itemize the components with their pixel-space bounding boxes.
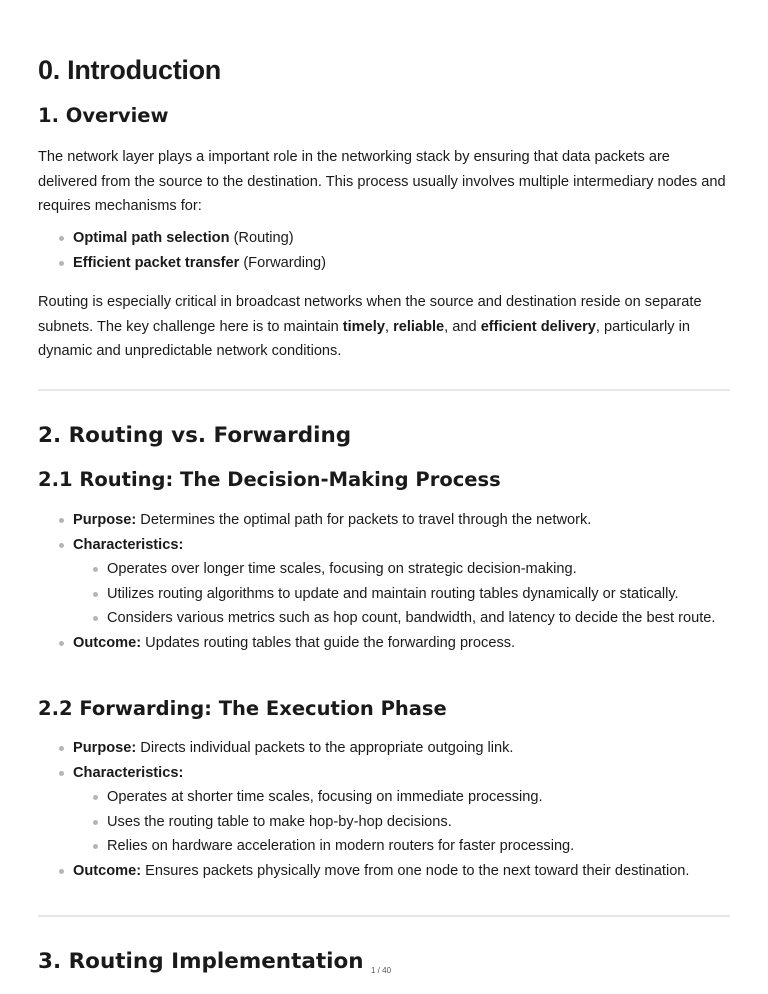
section-divider [38,915,730,917]
forwarding-list [38,736,730,883]
list-item: Considers various metrics such as hop count, bandwidth, and latency to decide the best route. [73,606,730,631]
forwarding-characteristics [73,785,730,859]
list-item: Utilizes routing algorithms to update and maintain routing tables dynamically or statically. [73,582,730,607]
list-item: Purpose: Directs individual packets to the appropriate outgoing link. [38,736,730,761]
page-number: 1 / 40 [371,966,392,975]
overview-paragraph: Routing is especially critical in broadcast networks when the source and destination reside on separate subnets. The key challenge here is to maintain timely, reliable, and efficient delivery, particularly in dynamic and unpredictable network conditions. [38,294,702,359]
list-item: Purpose: Determines the optimal path for packets to travel through the network. [38,508,730,533]
routing-list [38,508,730,655]
section-heading-routing-vs-forwarding: 2. Routing vs. Forwarding [38,423,352,448]
list-item: Outcome: Updates routing tables that guide the forwarding process. [38,631,730,656]
list-item: Characteristics: Operates over longer time scales, focusing on strategic decision-making. Utilizes routing algorithms to update and maintain routing tables dynamically or statically. Considers various metrics such as hop count, bandwidth, and latency to decide the best route. [38,533,730,631]
routing-characteristics [73,557,730,631]
overview-bullets [38,226,730,275]
subsection-heading-routing: 2.1 Routing: The Decision-Making Process [38,468,501,491]
list-item: Operates at shorter time scales, focusing on immediate processing. [73,785,730,810]
section-divider [38,389,730,391]
subsection-heading-forwarding: 2.2 Forwarding: The Execution Phase [38,697,447,720]
list-item: Operates over longer time scales, focusing on strategic decision-making. [73,557,730,582]
list-item: Optimal path selection (Routing) [38,226,730,251]
section-heading-routing-implementation: 3. Routing Implementation [38,949,364,974]
page-title: 0. Introduction [38,55,221,85]
list-item: Relies on hardware acceleration in modern routers for faster processing. [73,834,730,859]
list-item: Characteristics: Operates at shorter time scales, focusing on immediate processing. Uses the routing table to make hop-by-hop decisions. Relies on hardware acceleration in modern routers for faster processing. [38,761,730,859]
overview-intro: The network layer plays a important role in the networking stack by ensuring that data packets are delivered from the source to the destination. This process usually involves multiple intermediary nodes and requires mechanisms for: [38,149,726,214]
list-item: Uses the routing table to make hop-by-hop decisions. [73,810,730,835]
list-item: Outcome: Ensures packets physically move from one node to the next toward their destination. [38,859,730,884]
section-heading-overview: 1. Overview [38,104,169,127]
list-item: Efficient packet transfer (Forwarding) [38,251,730,276]
